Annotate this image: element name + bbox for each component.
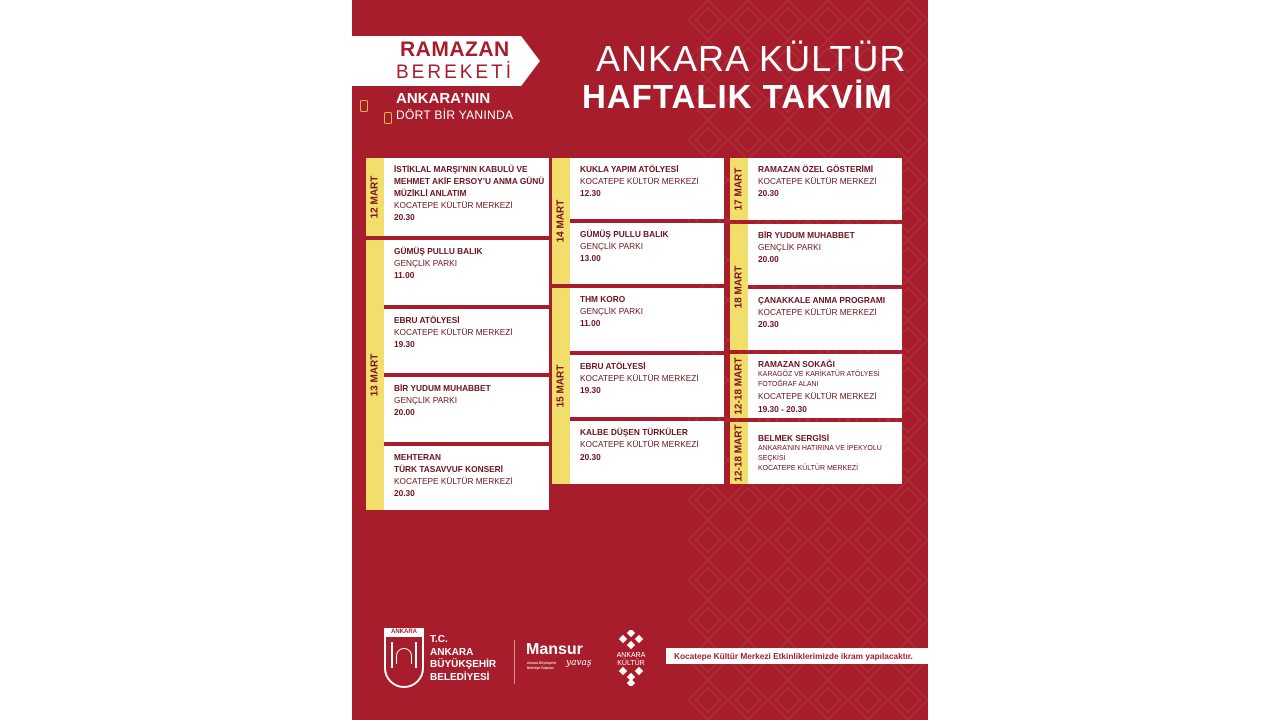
event-title: KUKLA YAPIM ATÖLYESİ <box>580 164 679 174</box>
event-time: 11.00 <box>394 270 415 281</box>
event-venue: GENÇLİK PARKI <box>580 241 644 252</box>
event-card <box>748 289 902 350</box>
event-card <box>570 158 724 219</box>
lantern-icon <box>360 100 368 112</box>
event-time: 20.30 <box>580 451 601 462</box>
event-venue: KOCATEPE KÜLTÜR MERKEZİ <box>394 200 513 211</box>
event-title: RAMAZAN SOKAĞI <box>758 359 835 369</box>
abb-line: BÜYÜKŞEHİR <box>430 659 497 670</box>
mosque-icon <box>396 648 412 664</box>
event-title: EBRU ATÖLYESİ <box>394 314 460 325</box>
date-group <box>552 158 724 284</box>
event-time: 20.00 <box>758 254 779 265</box>
event-time: 20.30 <box>758 188 779 199</box>
event-title: ÇANAKKALE ANMA PROGRAMI <box>758 295 886 305</box>
event-venue: KOCATEPE KÜLTÜR MERKEZİ <box>758 176 877 187</box>
event-time: 19.30 - 20.30 <box>758 403 807 414</box>
event-venue: KOCATEPE KÜLTÜR MERKEZİ <box>580 439 699 450</box>
event-time: 20.00 <box>394 407 415 418</box>
event-time: 11.00 <box>580 318 601 329</box>
event-card <box>748 158 902 220</box>
event-title: RAMAZAN ÖZEL GÖSTERİMİ <box>758 164 874 174</box>
event-card <box>384 240 549 305</box>
date-label: 12-18 MART <box>733 357 745 415</box>
abb-line: BELEDİYESİ <box>430 671 490 683</box>
event-venue: KOCATEPE KÜLTÜR MERKEZİ <box>758 465 859 473</box>
mansur-subtitle: Ankara Büyükşehir Belediye Başkanı <box>527 661 557 670</box>
event-card <box>570 288 724 351</box>
event-title: EBRU ATÖLYESİ <box>580 360 646 371</box>
minaret-icon <box>391 642 393 668</box>
event-venue: GENÇLİK PARKI <box>394 258 458 269</box>
event-title: İSTİKLAL MARŞI’NIN KABULÜ VE MEHMET AKİF ERSOY’U ANMA GÜNÜ MÜZİKLİ ANLATIM <box>394 164 545 199</box>
abb-line: T.C. <box>430 634 448 645</box>
mansur-logo: Mansur <box>526 641 583 658</box>
date-label: 13 MART <box>369 353 381 397</box>
event-title: BİR YUDUM MUHABBET <box>758 230 855 240</box>
catering-note: Kocatepe Kültür Merkezi Etkinliklerimizde ikram yapılacaktır. <box>666 648 928 664</box>
event-title: GÜMÜŞ PULLU BALIK <box>580 229 669 239</box>
event-venue: KOCATEPE KÜLTÜR MERKEZİ <box>394 326 513 337</box>
badge-subtitle: BEREKETİ <box>396 62 514 83</box>
event-venue: KOCATEPE KÜLTÜR MERKEZİ <box>758 391 877 402</box>
event-subtitle: KARAGÖZ VE KARİKATÜR ATÖLYESİ FOTOĞRAF ALANI <box>758 371 880 389</box>
date-group <box>366 158 549 236</box>
event-title: BELMEK SERGİSİ <box>758 433 829 443</box>
event-title: KALBE DÜŞEN TÜRKÜLER <box>580 427 688 438</box>
event-card <box>384 377 549 442</box>
date-strip <box>730 422 748 484</box>
date-group <box>730 422 902 484</box>
date-label: 17 MART <box>733 167 745 211</box>
badge-tagline: DÖRT BİR YANINDA <box>396 108 514 122</box>
event-time: 19.30 <box>394 338 415 349</box>
event-title: GÜMÜŞ PULLU BALIK <box>394 246 483 256</box>
shield-label: ANKARA <box>384 628 424 637</box>
date-strip <box>552 288 570 484</box>
event-time: 19.30 <box>580 385 601 396</box>
footer-divider <box>514 640 515 684</box>
event-time: 20.30 <box>394 212 415 223</box>
event-card <box>570 223 724 284</box>
event-subtitle: ANKARA’NIN HATIRINA VE İPEKYOLU SEÇKİSİ <box>758 445 882 463</box>
date-strip <box>366 240 384 510</box>
date-group <box>552 288 724 484</box>
date-label: 18 MART <box>733 265 745 309</box>
event-card <box>570 355 724 418</box>
event-title: BİR YUDUM MUHABBET <box>394 383 491 393</box>
date-strip <box>730 158 748 220</box>
date-label: 12-18 MART <box>733 424 745 482</box>
date-strip <box>730 224 748 350</box>
date-label: 12 MART <box>369 175 381 219</box>
lantern-icon <box>384 112 392 124</box>
event-time: 20.30 <box>394 487 415 498</box>
event-card <box>384 309 549 374</box>
event-title: THM KORO <box>580 294 626 304</box>
page-subtitle: HAFTALIK TAKVİM <box>582 78 893 115</box>
event-time: 20.30 <box>758 319 779 330</box>
event-venue: KOCATEPE KÜLTÜR MERKEZİ <box>580 176 699 187</box>
event-card <box>570 421 724 484</box>
minaret-icon <box>415 642 417 668</box>
date-group <box>730 224 902 350</box>
date-group <box>366 240 549 510</box>
event-card <box>748 224 902 285</box>
ankara-kultur-text: ANKARA KÜLTÜR <box>616 652 646 667</box>
event-venue: KOCATEPE KÜLTÜR MERKEZİ <box>394 475 513 486</box>
date-group <box>730 158 902 220</box>
page-title: ANKARA KÜLTÜR <box>596 38 907 79</box>
event-card <box>748 354 902 418</box>
badge-title: RAMAZAN <box>400 38 510 61</box>
event-card <box>384 158 549 236</box>
event-venue: KOCATEPE KÜLTÜR MERKEZİ <box>580 372 699 383</box>
date-strip <box>366 158 384 236</box>
poster <box>352 0 928 720</box>
municipality-name <box>430 634 496 684</box>
yavas-signature: yavaş <box>566 658 592 668</box>
date-label: 15 MART <box>555 364 567 408</box>
event-time: 13.00 <box>580 253 601 264</box>
event-venue: GENÇLİK PARKI <box>758 242 822 253</box>
event-venue: GENÇLİK PARKI <box>580 306 644 317</box>
date-strip <box>730 354 748 418</box>
date-strip <box>552 158 570 284</box>
event-card <box>748 422 902 484</box>
badge-ankara: ANKARA’NIN <box>396 90 491 107</box>
event-venue: GENÇLİK PARKI <box>394 395 458 406</box>
date-group <box>730 354 902 418</box>
abb-line: ANKARA <box>430 646 474 658</box>
event-venue: KOCATEPE KÜLTÜR MERKEZİ <box>758 307 877 318</box>
event-time: 12.30 <box>580 188 601 199</box>
event-title: MEHTERAN TÜRK TASAVVUF KONSERİ <box>394 451 503 474</box>
event-card <box>384 446 549 511</box>
date-label: 14 MART <box>555 199 567 243</box>
